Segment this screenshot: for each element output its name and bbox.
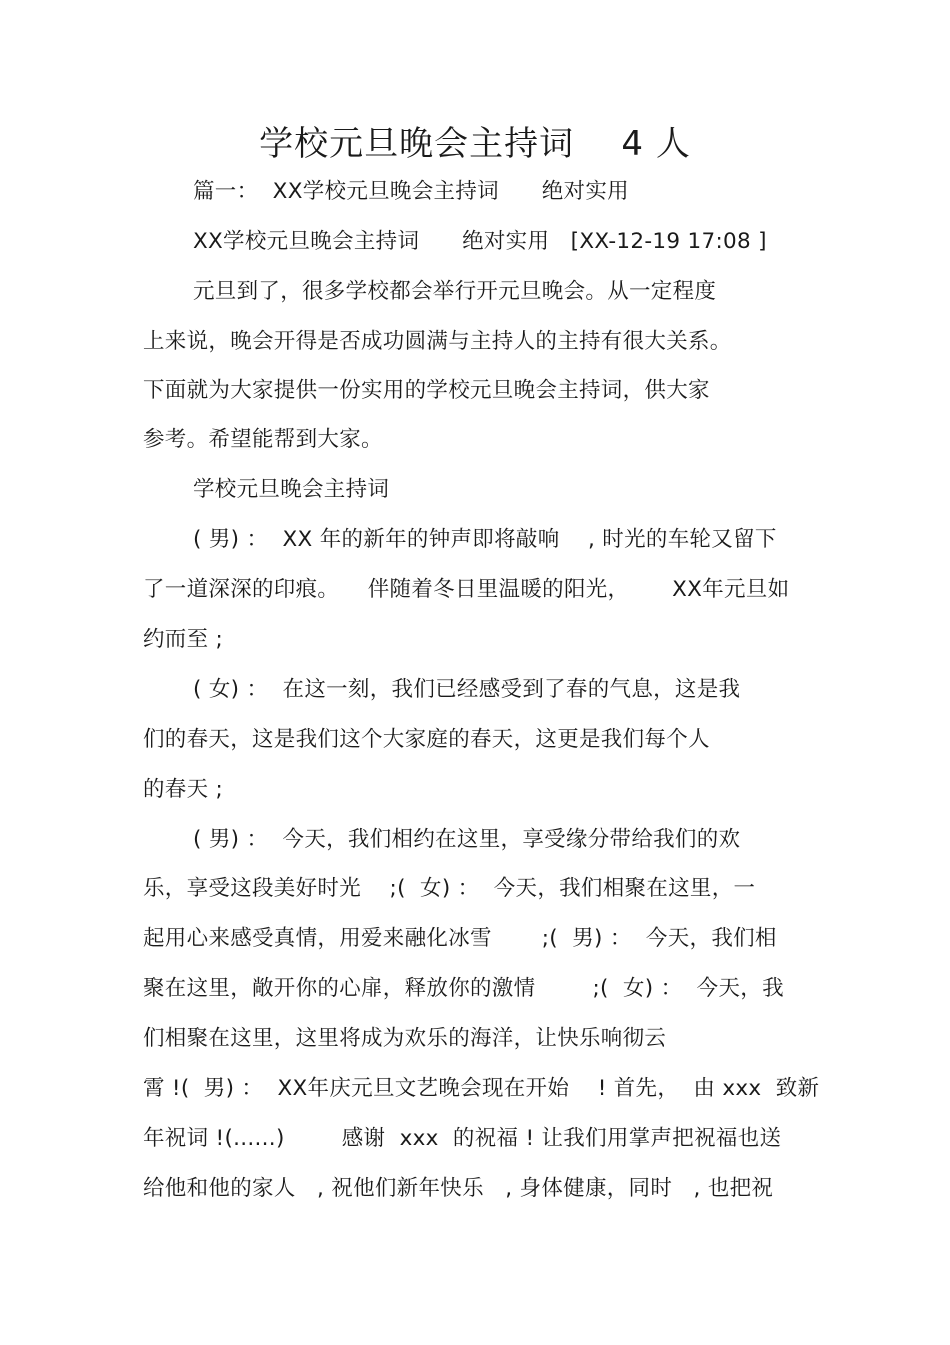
paragraph-line: 霄 !( 男) ： XX年庆元旦文艺晚会现在开始 ! 首先， 由 xxx 致新 — [143, 1076, 820, 1101]
page-title: 学校元旦晚会主持词 4 人 — [259, 124, 691, 164]
paragraph-line: 了一道深深的印痕。 伴随着冬日里温暖的阳光， XX年元旦如 — [143, 577, 790, 602]
paragraph-line: 乐，享受这段美好时光 ;( 女) ： 今天，我们相聚在这里，一 — [143, 876, 756, 901]
paragraph-line: 聚在这里，敞开你的心扉，释放你的激情 ;( 女) ： 今天，我 — [143, 976, 784, 1001]
section-heading: 篇一： XX学校元旦晚会主持词 绝对实用 — [193, 179, 629, 204]
paragraph-line: 们的春天，这是我们这个大家庭的春天，这更是我们每个人 — [143, 727, 710, 752]
paragraph-line: 参考。希望能帮到大家。 — [143, 427, 383, 452]
sub-heading: 学校元旦晚会主持词 — [193, 477, 390, 502]
paragraph-line: 起用心来感受真情，用爱来融化冰雪 ;( 男) ： 今天，我们相 — [143, 926, 777, 951]
paragraph-line: 下面就为大家提供一份实用的学校元旦晚会主持词，供大家 — [143, 378, 710, 403]
paragraph-line: ( 男) ： 今天，我们相约在这里，享受缘分带给我们的欢 — [193, 827, 741, 852]
paragraph-line: ( 女) ： 在这一刻，我们已经感受到了春的气息，这是我 — [193, 677, 741, 702]
paragraph-line: ( 男) ： XX 年的新年的钟声即将敲响 , 时光的车轮又留下 — [193, 527, 777, 552]
paragraph-line: 上来说，晚会开得是否成功圆满与主持人的主持有很大关系。 — [143, 329, 732, 354]
paragraph-line: 约而至 ; — [143, 627, 224, 652]
paragraph-line: 给他和他的家人 , 祝他们新年快乐 , 身体健康，同时 , 也把祝 — [143, 1176, 774, 1201]
paragraph-line: 年祝词 !(......) 感谢 xxx 的祝福 ! 让我们用掌声把祝福也送 — [143, 1126, 782, 1151]
paragraph-line: 元旦到了，很多学校都会举行开元旦晚会。从一定程度 — [193, 279, 717, 304]
paragraph-line: 们相聚在这里，这里将成为欢乐的海洋，让快乐响彻云 — [143, 1026, 667, 1051]
article-subtitle: XX学校元旦晚会主持词 绝对实用 [XX-12-19 17:08 ] — [193, 229, 767, 254]
paragraph-line: 的春天 ; — [143, 777, 224, 802]
